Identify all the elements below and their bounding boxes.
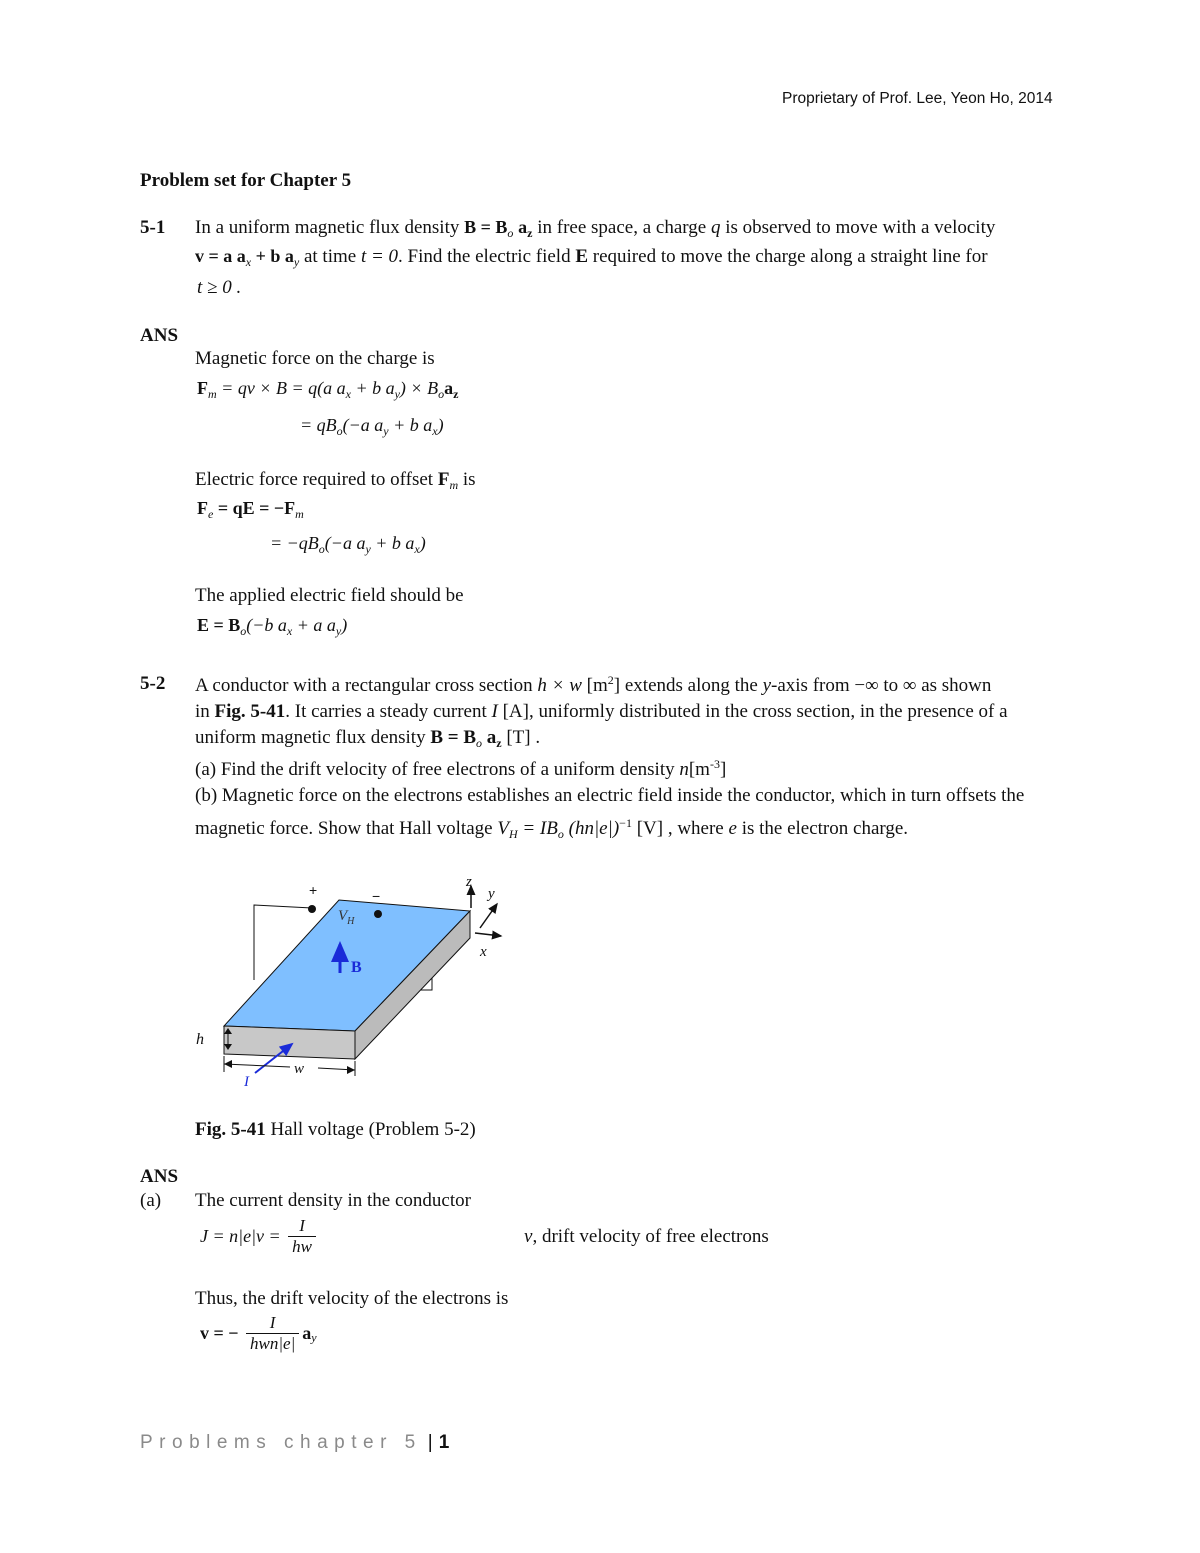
drift-velocity-note: v, drift velocity of free electrons xyxy=(524,1226,769,1247)
figure-caption: Fig. 5-41 Hall voltage (Problem 5-2) xyxy=(195,1119,476,1140)
z-axis-label: z xyxy=(466,874,472,890)
hall-voltage-figure xyxy=(190,868,520,1098)
answer-5-1-eq-5: $E = B_o(-b$ $a_x + a$ $a_y$) xyxy=(197,615,348,638)
width-label: w xyxy=(294,1061,305,1077)
problem-5-2-line-1: A conductor with a rectangular cross section h × w $[m^2]$ extends along the y-axis from −∞ to ∞ as shown xyxy=(195,673,992,696)
answer-5-1-text-2: Electric force required to offset $F_m$ is xyxy=(195,469,476,492)
problem-5-1-line-2: v = a $a_x + b$ $a_y$ at time t = 0. Find the electric field E required to move the charge along a straight line for xyxy=(195,246,988,269)
page-header: Proprietary of Prof. Lee, Yeon Ho, 2014 xyxy=(782,90,1053,107)
answer-5-2-eq-1: J = n|e|v = $\frac{I}{hw}$ xyxy=(200,1216,319,1257)
plus-contact-dot xyxy=(308,905,316,913)
vh-label: $V_H$ xyxy=(338,908,355,927)
problem-5-1-line-3: t ≥ 0 . xyxy=(197,277,242,298)
problem-number-5-1: 5-1 xyxy=(140,217,166,238)
page-footer: Problems chapter 5 | 1 xyxy=(140,1432,450,1453)
answer-5-2-text-1: The current density in the conductor xyxy=(195,1190,471,1211)
minus-label: − xyxy=(372,888,381,904)
y-axis-arrow xyxy=(480,904,497,928)
page-title: Problem set for Chapter 5 xyxy=(140,170,352,191)
answer-5-1-eq-3: $F_e$ = qE = $-F_m$ xyxy=(197,498,304,521)
plus-label: + xyxy=(309,882,318,898)
answer-5-1-eq-4: = $-qB_o(-a$ $a_y + b$ $a_x$) xyxy=(270,533,426,556)
answer-5-1-eq-1: $F_m$ = qv × B = q(a $a_x + b$ $a_y) \times B_oa_z$ xyxy=(197,378,459,401)
answer-5-1-eq-2: = $qB_o(-a$ $a_y + b$ $a_x$) xyxy=(300,415,444,438)
answer-part-a-label: (a) xyxy=(140,1190,162,1211)
answer-label-5-1: ANS xyxy=(140,325,179,346)
answer-5-1-text-1: Magnetic force on the charge is xyxy=(195,348,435,369)
minus-contact-dot xyxy=(374,910,382,918)
height-label: h xyxy=(196,1031,204,1048)
x-axis-arrow xyxy=(475,933,501,936)
problem-5-2-line-2: in Fig. 5-41. It carries a steady current I [A], uniformly distributed in the cross section, in the presence of a xyxy=(195,701,1008,722)
current-label: I xyxy=(244,1074,249,1090)
x-axis-label: x xyxy=(480,944,487,960)
answer-5-2-text-2: Thus, the drift velocity of the electrons is xyxy=(195,1288,509,1309)
problem-5-2-line-6: magnetic force. Show that Hall voltage $V_H = IB_o$ $(hn|e|)^{-1}$ [V] , where e is the electron charge. xyxy=(195,816,909,841)
problem-number-5-2: 5-2 xyxy=(140,673,166,694)
answer-label-5-2: ANS xyxy=(140,1166,179,1187)
problem-5-1-line-1: In a uniform magnetic flux density $B = B_o$ $a_z$ in free space, a charge q is observed to move with a velocity xyxy=(195,217,996,240)
conductor-front-face xyxy=(224,1026,355,1059)
problem-5-2-line-5: (b) Magnetic force on the electrons establishes an electric field inside the conductor, which in turn offsets the xyxy=(195,785,1025,806)
answer-5-1-text-3: The applied electric field should be xyxy=(195,585,464,606)
width-dimension-line-left xyxy=(224,1064,290,1067)
problem-5-2-line-3: uniform magnetic flux density $B = B_o$ $a_z$ [T] . xyxy=(195,727,541,750)
b-field-label: B xyxy=(351,959,362,976)
problem-5-2-line-4: (a) Find the drift velocity of free electrons of a uniform density $n[m^{-3}]$ xyxy=(195,757,727,780)
y-axis-label: y xyxy=(488,886,495,902)
answer-5-2-eq-2: v = − $\frac{I}{\text{hwn|e|}}$ $a_y$ xyxy=(200,1313,317,1353)
